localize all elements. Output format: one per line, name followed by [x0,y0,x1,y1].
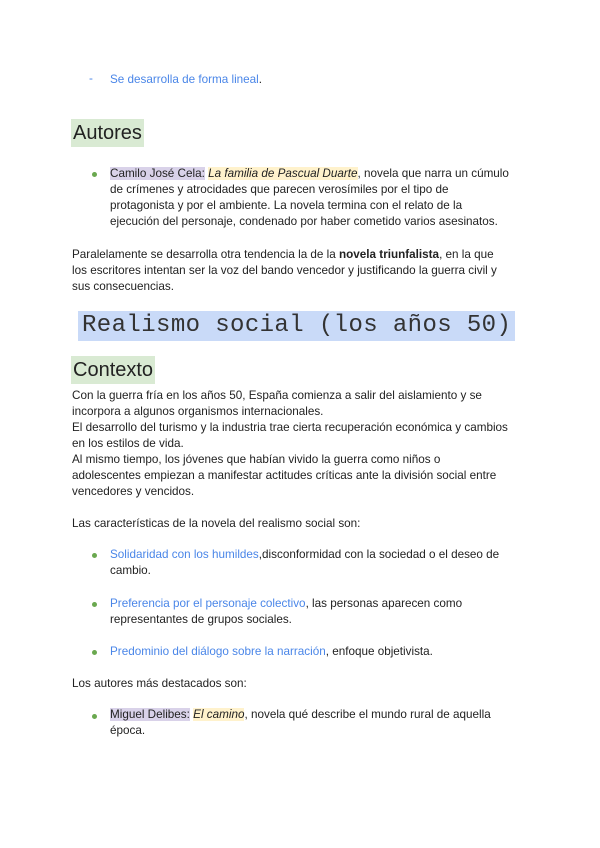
list-item: Predominio del diálogo sobre la narración, enfoque objetivista. [110,645,433,658]
novela-triunfalista-bold: novela triunfalista [339,248,440,261]
realismo-social-heading: Realismo social (los años 50) [78,311,515,341]
title-pascual-duarte: La familia de Pascual Duarte [208,167,358,180]
title-el-camino: El camino [193,708,245,721]
paralelamente-paragraph: Paralelamente se desarrolla otra tendencia la de la novela triunfalista, en la que los escritores intentan ser la voz del bando vencedor y justificando la guerra civil y sus consecuencias. [72,248,497,293]
bullet-dot-icon [92,553,97,558]
top-list-item: Se desarrolla de forma lineal. [110,73,263,86]
caracteristicas-intro: Las características de la novela del realismo social son: [72,517,361,530]
author-delibes: Miguel Delibes: [110,708,190,721]
cela-list-item: Camilo José Cela: La familia de Pascual Duarte, novela que narra un cúmulo de crímenes y atrocidades que parecen verosímiles por el tipo de protagonista y por el ambiente. La novela termina con el relato de la ejecución del personaje, condenado por haber cometido varios asesinatos. [110,167,509,228]
autores-intro: Los autores más destacados son: [72,677,247,690]
bullet-dot-icon [92,602,97,607]
list-item: Preferencia por el personaje colectivo, las personas aparecen como representantes de grupos sociales. [110,597,463,626]
bullet-dot-icon [92,650,97,655]
contexto-paragraph: Con la guerra fría en los años 50, España comienza a salir del aislamiento y se incorpora a algunos organismos internacionales. El desarrollo del turismo y la industria trae cierta recuperación económica y cambios en los estilos de vida. Al mismo tiempo, los jóvenes que habían vivido la guerra como niños o adolescentes empiezan a manifestar actitudes críticas ante la división social entre vencedores y vencidos. [72,389,508,498]
autores-heading: Autores [71,119,144,147]
contexto-heading: Contexto [71,356,155,384]
top-list-item-text: Se desarrolla de forma lineal [110,73,259,86]
bullet-dot-icon [92,172,97,177]
author-cela: Camilo José Cela: [110,167,205,180]
delibes-list-item: Miguel Delibes: El camino, novela qué describe el mundo rural de aquella época. [110,708,491,737]
bullet-dot-icon [92,714,97,719]
list-item: Solidaridad con los humildes,disconformidad con la sociedad o el deseo de cambio. [110,548,500,577]
list-dash-marker: - [89,72,93,85]
